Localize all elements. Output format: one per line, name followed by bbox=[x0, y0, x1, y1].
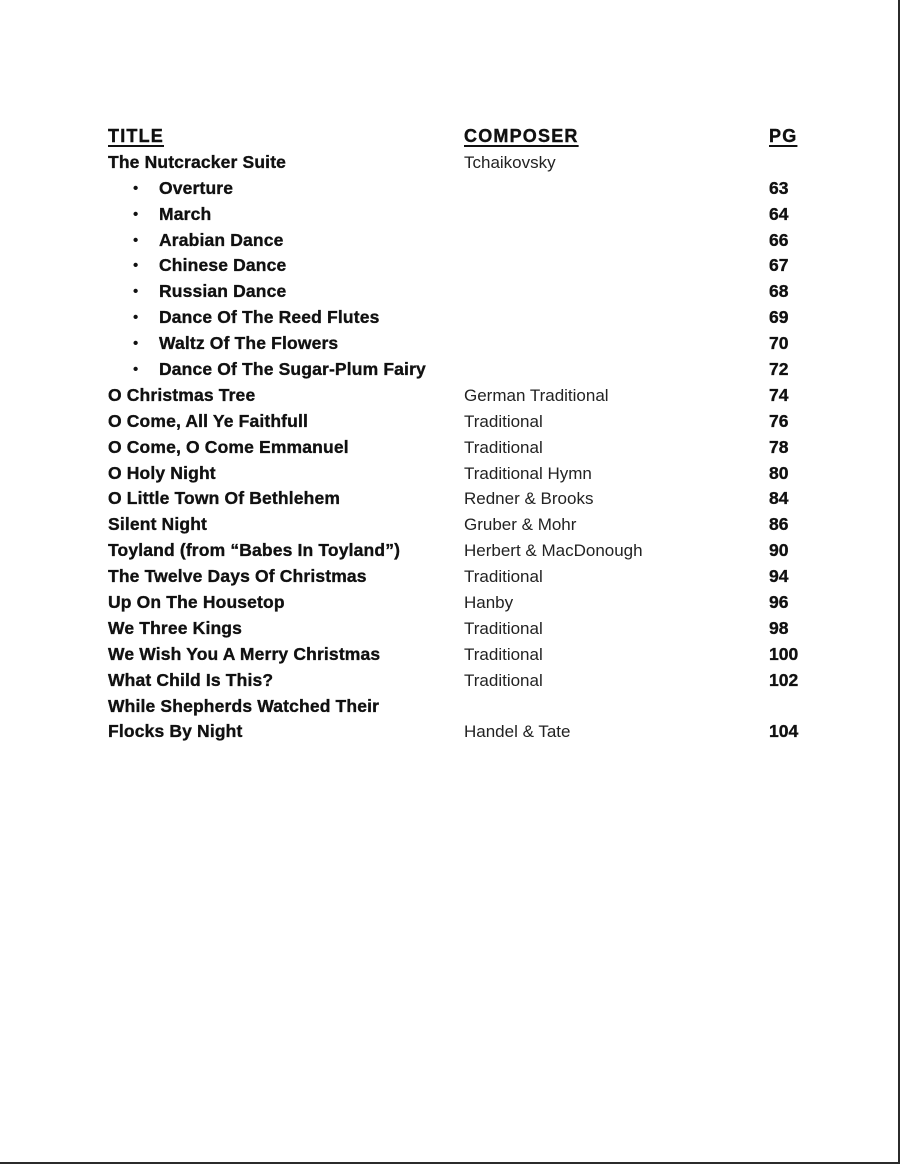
song-title: The Twelve Days Of Christmas bbox=[108, 566, 367, 587]
page-number: 78 bbox=[769, 436, 789, 457]
bullet-icon: • bbox=[133, 179, 139, 197]
toc-row bbox=[108, 642, 828, 668]
toc-row bbox=[108, 461, 828, 487]
composer-name: Tchaikovsky bbox=[464, 152, 556, 172]
bullet-icon: • bbox=[133, 231, 139, 249]
page-number: 84 bbox=[769, 488, 789, 509]
page-number: 80 bbox=[769, 462, 789, 483]
composer-name: Herbert & MacDonough bbox=[464, 541, 643, 561]
toc-row bbox=[108, 590, 828, 616]
page-number: 69 bbox=[769, 307, 789, 328]
composer-name: Traditional bbox=[464, 618, 543, 638]
composer-name: Gruber & Mohr bbox=[464, 515, 577, 535]
movement-title: Overture bbox=[159, 177, 234, 198]
movement-title: Russian Dance bbox=[159, 281, 287, 302]
composer-name: Traditional bbox=[464, 644, 543, 664]
page-number: 74 bbox=[769, 384, 789, 405]
page-number: 94 bbox=[769, 566, 789, 587]
song-title: While Shepherds Watched Their bbox=[108, 695, 380, 716]
composer-column-header: COMPOSER bbox=[464, 126, 579, 146]
movement-title: March bbox=[159, 203, 212, 224]
composer-name: German Traditional bbox=[464, 385, 609, 405]
page-number: 72 bbox=[769, 359, 789, 380]
page-number: 68 bbox=[769, 281, 789, 302]
bullet-icon: • bbox=[133, 257, 139, 275]
toc-sub-row bbox=[108, 305, 828, 331]
composer-name: Redner & Brooks bbox=[464, 489, 594, 509]
toc-sub-row bbox=[108, 331, 828, 357]
bullet-icon: • bbox=[133, 309, 139, 327]
movement-title: Dance Of The Reed Flutes bbox=[159, 307, 380, 328]
movement-title: Chinese Dance bbox=[159, 255, 287, 276]
page-number: 90 bbox=[769, 540, 789, 561]
page-number: 100 bbox=[769, 643, 799, 664]
page-number: 104 bbox=[769, 721, 799, 742]
composer-name: Traditional bbox=[464, 567, 543, 587]
song-title: We Wish You A Merry Christmas bbox=[108, 643, 381, 664]
page-number: 66 bbox=[769, 229, 789, 250]
song-title: We Three Kings bbox=[108, 617, 243, 638]
song-title: The Nutcracker Suite bbox=[108, 151, 287, 172]
movement-title: Arabian Dance bbox=[159, 229, 284, 250]
toc-row bbox=[108, 719, 828, 745]
table-of-contents bbox=[108, 124, 828, 745]
song-title: O Christmas Tree bbox=[108, 384, 256, 405]
song-title: O Little Town Of Bethlehem bbox=[108, 488, 341, 509]
composer-name: Traditional bbox=[464, 411, 543, 431]
song-title: What Child Is This? bbox=[108, 669, 274, 690]
toc-row bbox=[108, 564, 828, 590]
bullet-icon: • bbox=[133, 205, 139, 223]
page-number: 96 bbox=[769, 592, 789, 613]
bullet-icon: • bbox=[133, 335, 139, 353]
movement-title: Dance Of The Sugar-Plum Fairy bbox=[159, 359, 426, 380]
toc-row bbox=[108, 383, 828, 409]
song-title: Silent Night bbox=[108, 514, 208, 535]
bullet-icon: • bbox=[133, 361, 139, 379]
composer-name: Traditional Hymn bbox=[464, 463, 592, 483]
page-number: 70 bbox=[769, 333, 789, 354]
toc-row bbox=[108, 486, 828, 512]
composer-name: Hanby bbox=[464, 593, 514, 613]
song-title: Up On The Housetop bbox=[108, 592, 285, 613]
toc-row bbox=[108, 150, 828, 176]
toc-row bbox=[108, 694, 828, 720]
bullet-icon: • bbox=[133, 283, 139, 301]
movement-title: Waltz Of The Flowers bbox=[159, 333, 339, 354]
page-number: 76 bbox=[769, 410, 789, 431]
page-number: 64 bbox=[769, 203, 789, 224]
song-title: O Come, All Ye Faithfull bbox=[108, 410, 309, 431]
song-title: Flocks By Night bbox=[108, 721, 243, 742]
composer-name: Handel & Tate bbox=[464, 722, 571, 742]
page-number: 86 bbox=[769, 514, 789, 535]
toc-sub-row bbox=[108, 279, 828, 305]
page-column-header: PG bbox=[769, 126, 798, 146]
toc-sub-row bbox=[108, 228, 828, 254]
page-number: 63 bbox=[769, 177, 789, 198]
toc-sub-row bbox=[108, 253, 828, 279]
toc-sub-row bbox=[108, 202, 828, 228]
toc-sub-row bbox=[108, 357, 828, 383]
toc-row bbox=[108, 668, 828, 694]
page-number: 102 bbox=[769, 669, 799, 690]
toc-row bbox=[108, 409, 828, 435]
toc-row bbox=[108, 616, 828, 642]
toc-row bbox=[108, 435, 828, 461]
composer-name: Traditional bbox=[464, 670, 543, 690]
toc-sub-row bbox=[108, 176, 828, 202]
toc-row bbox=[108, 512, 828, 538]
page-number: 67 bbox=[769, 255, 789, 276]
composer-name: Traditional bbox=[464, 437, 543, 457]
title-column-header: TITLE bbox=[108, 126, 164, 146]
toc-header-row bbox=[108, 124, 828, 150]
toc-row bbox=[108, 538, 828, 564]
song-title: O Come, O Come Emmanuel bbox=[108, 436, 349, 457]
page-number: 98 bbox=[769, 617, 789, 638]
song-title: O Holy Night bbox=[108, 462, 216, 483]
song-title: Toyland (from “Babes In Toyland”) bbox=[108, 540, 401, 561]
